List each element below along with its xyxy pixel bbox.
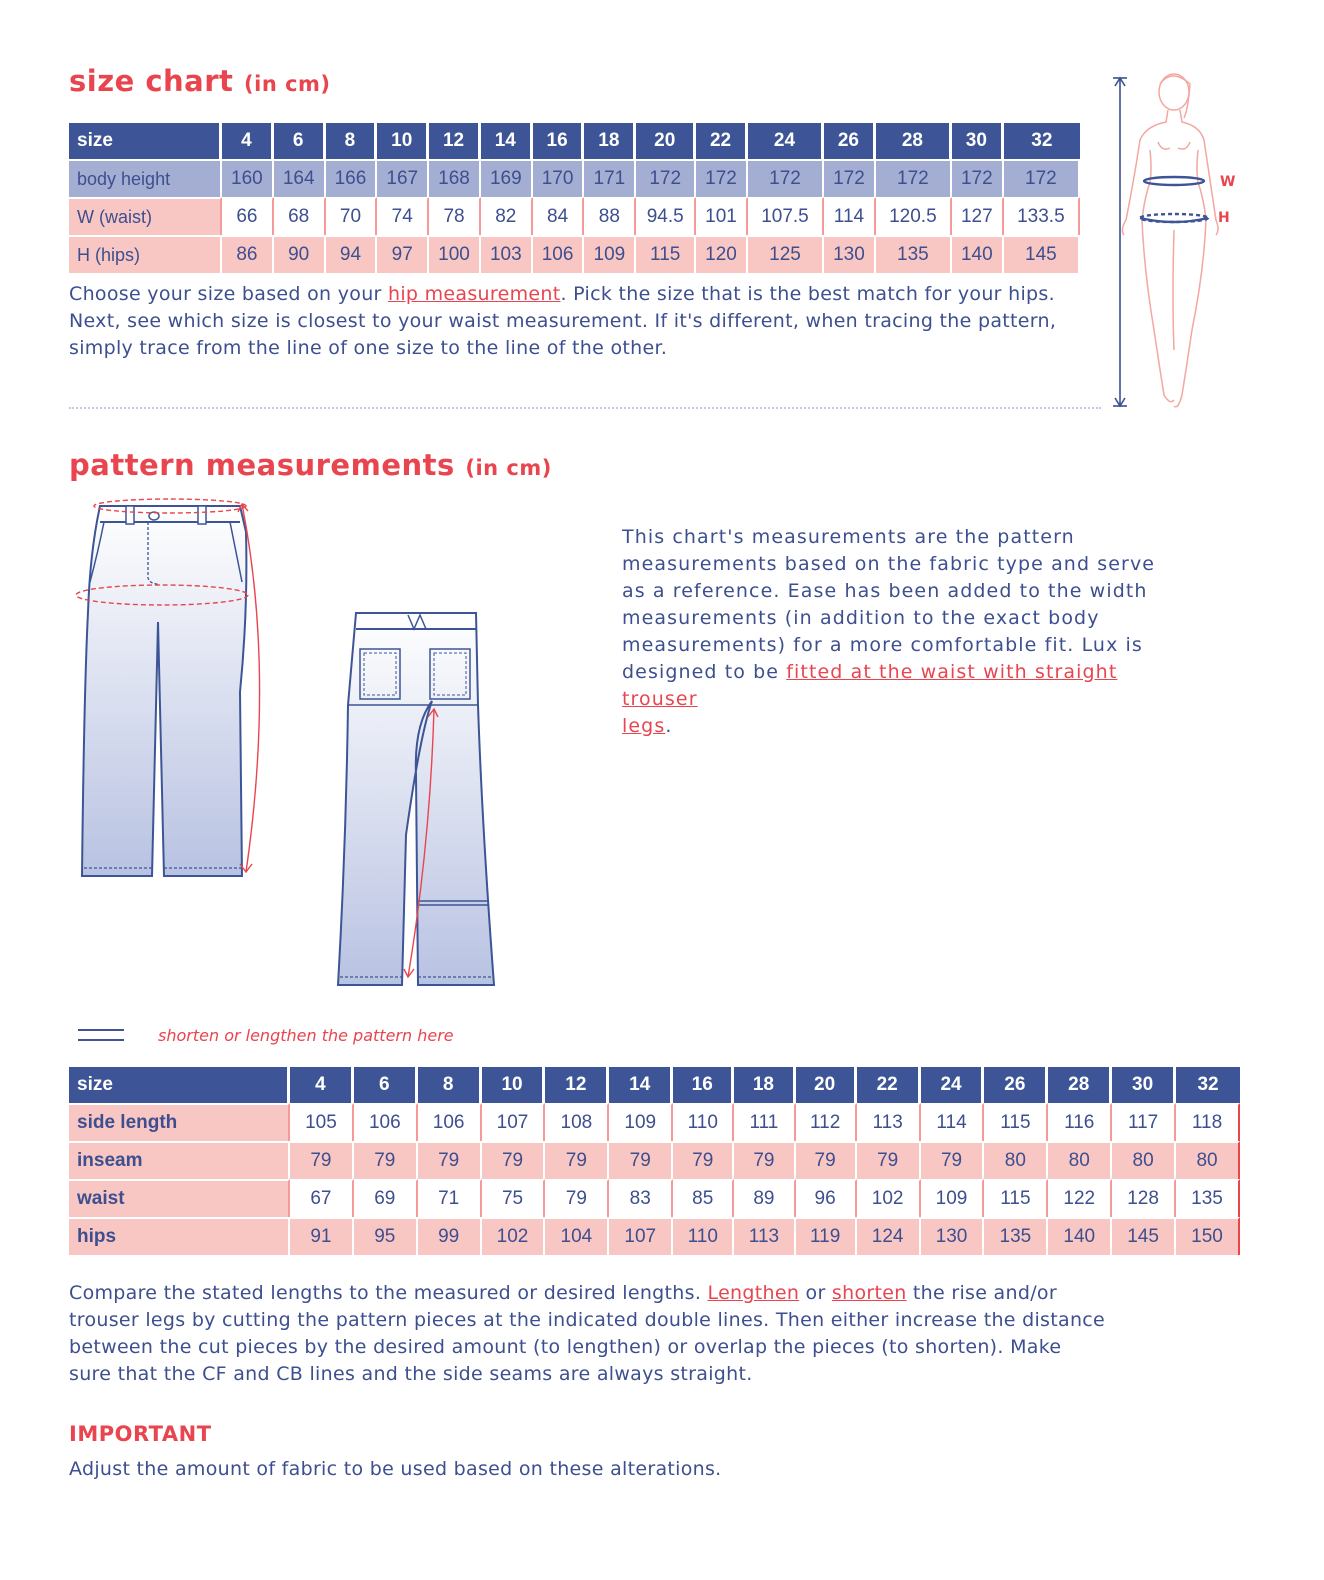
table-cell: 79 [734,1141,795,1179]
table-cell: 120 [696,235,748,273]
size-header-cell: 12 [545,1067,609,1103]
waist-marker-label: W [1220,174,1236,190]
pattern-description: This chart's measurements are the pattern measurements based on the fabric type and serve as a reference. Ease has been added to the width measurements (in addition to the exact body measurements) for a more comfortable fit. Lux is designed to be fitted at the waist with straight trouser legs. [622,526,1156,737]
back-trousers-illustration [330,605,500,995]
table-cell: 67 [290,1179,354,1217]
table-cell: 91 [290,1217,354,1255]
table-cell: 68 [274,197,326,235]
table-cell: 82 [481,197,533,235]
table-cell: 116 [1048,1103,1112,1141]
size-header-cell: 8 [326,123,378,159]
pattern-measurements-title: pattern measurements (in cm) [69,448,552,482]
table-cell: 140 [952,235,1004,273]
table-cell: 117 [1112,1103,1176,1141]
size-header-cell: 18 [734,1067,795,1103]
table-cell: 113 [857,1103,921,1141]
table-cell: 172 [748,159,824,197]
fitted-waist-link[interactable]: fitted at the waist with straight trouser [622,661,1118,710]
table-cell: 109 [609,1103,673,1141]
table-cell: 83 [609,1179,673,1217]
table-cell: 172 [696,159,748,197]
table-cell: 171 [584,159,636,197]
table-cell: 102 [482,1217,546,1255]
table-cell: 119 [796,1217,857,1255]
table-cell: 80 [1112,1141,1176,1179]
table-cell: 120.5 [876,197,952,235]
alteration-instructions: Compare the stated lengths to the measured or desired lengths. Lengthen or shorten the rise and/or trouser legs by cutting the pattern pieces at the indicated double lines. Then either increase the distance between the cut pieces by the desired amount (to lengthen) or overlap the pieces (to shorten). Make sure that the CF and CB lines and the side seams are always straight. [69,1282,1106,1385]
table-cell: 110 [673,1217,734,1255]
size-header-cell: 8 [418,1067,482,1103]
size-header-label: size [69,1067,290,1103]
table-cell: 114 [921,1103,985,1141]
table-cell: 109 [584,235,636,273]
size-header-cell: 26 [984,1067,1048,1103]
size-header-cell: 10 [482,1067,546,1103]
table-cell: 127 [952,197,1004,235]
table-cell: 140 [1048,1217,1112,1255]
table-cell: 115 [984,1179,1048,1217]
row-label: inseam [69,1141,290,1179]
table-row [69,235,1080,273]
table-cell: 170 [533,159,585,197]
size-header-cell: 32 [1176,1067,1240,1103]
table-cell: 96 [796,1179,857,1217]
table-cell: 100 [429,235,481,273]
table-cell: 164 [274,159,326,197]
size-header-cell: 30 [952,123,1004,159]
size-header-cell: 26 [824,123,876,159]
table-cell: 66 [222,197,274,235]
table-cell: 94.5 [636,197,696,235]
table-cell: 89 [734,1179,795,1217]
table-cell: 106 [418,1103,482,1141]
table-cell: 79 [354,1141,418,1179]
table-cell: 107.5 [748,197,824,235]
table-cell: 145 [1004,235,1080,273]
table-cell: 79 [609,1141,673,1179]
size-header-cell: 4 [222,123,274,159]
size-header-label: size [69,123,222,159]
table-cell: 106 [354,1103,418,1141]
table-cell: 79 [418,1141,482,1179]
table-cell: 125 [748,235,824,273]
shorten-link[interactable]: shorten [831,1282,907,1304]
table-cell: 74 [377,197,429,235]
double-line-legend-icon [78,1029,124,1041]
table-cell: 166 [326,159,378,197]
table-cell: 172 [636,159,696,197]
row-label: hips [69,1217,290,1255]
table-cell: 135 [1176,1179,1240,1217]
table-cell: 106 [533,235,585,273]
size-header-cell: 20 [636,123,696,159]
table-cell: 79 [545,1141,609,1179]
table-row [69,1103,1240,1141]
size-header-cell: 22 [696,123,748,159]
table-cell: 128 [1112,1179,1176,1217]
size-header-cell: 24 [748,123,824,159]
table-cell: 79 [290,1141,354,1179]
size-header-cell: 10 [377,123,429,159]
size-chart-header-row [69,123,1080,159]
table-cell: 79 [673,1141,734,1179]
size-header-cell: 28 [1048,1067,1112,1103]
table-cell: 95 [354,1217,418,1255]
table-cell: 97 [377,235,429,273]
row-label: H (hips) [69,235,222,273]
size-header-cell: 18 [584,123,636,159]
table-cell: 115 [636,235,696,273]
table-cell: 104 [545,1217,609,1255]
table-cell: 105 [290,1103,354,1141]
table-cell: 90 [274,235,326,273]
size-header-cell: 12 [429,123,481,159]
size-header-cell: 6 [274,123,326,159]
row-label: waist [69,1179,290,1217]
table-cell: 107 [482,1103,546,1141]
table-cell: 69 [354,1179,418,1217]
table-cell: 169 [481,159,533,197]
table-cell: 108 [545,1103,609,1141]
size-header-cell: 14 [481,123,533,159]
table-cell: 172 [1004,159,1080,197]
table-cell: 103 [481,235,533,273]
table-row [69,1217,1240,1255]
size-header-cell: 16 [533,123,585,159]
table-cell: 160 [222,159,274,197]
size-header-cell: 6 [354,1067,418,1103]
table-cell: 94 [326,235,378,273]
table-cell: 101 [696,197,748,235]
table-cell: 172 [876,159,952,197]
table-cell: 102 [857,1179,921,1217]
table-row [69,1179,1240,1217]
fitted-waist-link-continued[interactable]: legs [622,715,666,737]
size-header-cell: 20 [796,1067,857,1103]
table-cell: 70 [326,197,378,235]
table-cell: 79 [545,1179,609,1217]
size-header-cell: 32 [1004,123,1080,159]
table-cell: 80 [1176,1141,1240,1179]
size-header-cell: 24 [921,1067,985,1103]
table-cell: 78 [429,197,481,235]
body-figure-illustration [1100,70,1250,415]
pattern-header-row [69,1067,1240,1103]
lengthen-link[interactable]: Lengthen [707,1282,800,1304]
size-header-cell: 14 [609,1067,673,1103]
table-cell: 79 [482,1141,546,1179]
size-header-cell: 28 [876,123,952,159]
table-cell: 88 [584,197,636,235]
size-chart-table [69,123,1080,273]
table-cell: 115 [984,1103,1048,1141]
hip-measurement-link[interactable]: hip measurement [388,283,561,305]
table-cell: 168 [429,159,481,197]
table-cell: 109 [921,1179,985,1217]
section-divider [69,407,1101,409]
table-cell: 145 [1112,1217,1176,1255]
table-row [69,197,1080,235]
table-cell: 75 [482,1179,546,1217]
row-label: side length [69,1103,290,1141]
size-chart-title: size chart (in cm) [69,64,331,98]
size-header-cell: 16 [673,1067,734,1103]
table-cell: 135 [984,1217,1048,1255]
front-trousers-illustration [70,492,280,882]
table-cell: 172 [824,159,876,197]
size-header-cell: 30 [1112,1067,1176,1103]
table-cell: 112 [796,1103,857,1141]
table-cell: 130 [824,235,876,273]
table-cell: 114 [824,197,876,235]
table-cell: 124 [857,1217,921,1255]
table-row [69,159,1080,197]
important-text: Adjust the amount of fabric to be used based on these alterations. [69,1458,722,1480]
table-cell: 86 [222,235,274,273]
table-cell: 133.5 [1004,197,1080,235]
table-cell: 71 [418,1179,482,1217]
row-label: body height [69,159,222,197]
table-row [69,1141,1240,1179]
table-cell: 110 [673,1103,734,1141]
size-header-cell: 4 [290,1067,354,1103]
hips-marker-label: H [1218,210,1230,226]
size-chart-note: Choose your size based on your hip measurement. Pick the size that is the best match for your hips. Next, see which size is closest to your waist measurement. If it's different, when tracing the pattern, simply trace from the line of one size to the line of the other. [69,283,1057,359]
pattern-measurements-table [69,1067,1240,1255]
legend-note: shorten or lengthen the pattern here [158,1026,454,1045]
table-cell: 80 [984,1141,1048,1179]
table-cell: 135 [876,235,952,273]
table-cell: 99 [418,1217,482,1255]
table-cell: 111 [734,1103,795,1141]
table-cell: 79 [921,1141,985,1179]
table-cell: 130 [921,1217,985,1255]
table-cell: 150 [1176,1217,1240,1255]
table-cell: 80 [1048,1141,1112,1179]
row-label: W (waist) [69,197,222,235]
table-cell: 118 [1176,1103,1240,1141]
table-cell: 172 [952,159,1004,197]
important-heading: IMPORTANT [69,1422,212,1446]
table-cell: 79 [796,1141,857,1179]
table-cell: 79 [857,1141,921,1179]
table-cell: 85 [673,1179,734,1217]
table-cell: 113 [734,1217,795,1255]
table-cell: 122 [1048,1179,1112,1217]
table-cell: 167 [377,159,429,197]
table-cell: 107 [609,1217,673,1255]
table-cell: 84 [533,197,585,235]
size-header-cell: 22 [857,1067,921,1103]
